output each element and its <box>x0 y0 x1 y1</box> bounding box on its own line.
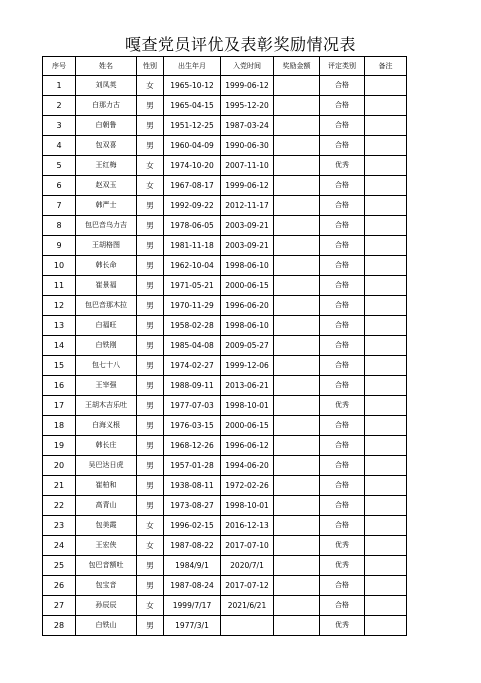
column-header-note[interactable]: 备注 <box>365 57 407 76</box>
cell-gender[interactable]: 男 <box>137 576 164 596</box>
cell-birth[interactable]: 1968-12-26 <box>164 436 221 456</box>
cell-no[interactable]: 10 <box>43 256 76 276</box>
cell-name[interactable]: 白铁刚 <box>76 336 137 356</box>
table-row <box>43 236 407 256</box>
cell-category[interactable]: 优秀 <box>320 536 365 556</box>
cell-name[interactable]: 白福旺 <box>76 316 137 336</box>
table-row <box>43 136 407 156</box>
cell-no[interactable]: 18 <box>43 416 76 436</box>
cell-amount[interactable] <box>274 396 320 416</box>
cell-birth[interactable]: 1996-02-15 <box>164 516 221 536</box>
cell-name[interactable]: 崔景福 <box>76 276 137 296</box>
cell-no[interactable]: 20 <box>43 456 76 476</box>
cell-note[interactable] <box>365 556 407 576</box>
table-row <box>43 96 407 116</box>
cell-birth[interactable]: 1981-11-18 <box>164 236 221 256</box>
column-header-birth[interactable]: 出生年月 <box>164 57 221 76</box>
table-row <box>43 416 407 436</box>
cell-name[interactable]: 包巴音那木拉 <box>76 296 137 316</box>
cell-category[interactable]: 合格 <box>320 196 365 216</box>
header-row <box>43 57 407 76</box>
cell-gender[interactable]: 男 <box>137 456 164 476</box>
cell-category[interactable]: 合格 <box>320 116 365 136</box>
cell-category[interactable]: 合格 <box>320 296 365 316</box>
cell-amount[interactable] <box>274 456 320 476</box>
cell-amount[interactable] <box>274 556 320 576</box>
table-row <box>43 316 407 336</box>
cell-category[interactable]: 合格 <box>320 456 365 476</box>
column-header-amount[interactable]: 奖励金额 <box>274 57 320 76</box>
cell-name[interactable]: 韩长庄 <box>76 436 137 456</box>
cell-category[interactable]: 合格 <box>320 336 365 356</box>
cell-name[interactable]: 韩严士 <box>76 196 137 216</box>
cell-amount[interactable] <box>274 516 320 536</box>
cell-amount[interactable] <box>274 256 320 276</box>
cell-gender[interactable]: 男 <box>137 336 164 356</box>
cell-no[interactable]: 11 <box>43 276 76 296</box>
cell-no[interactable]: 6 <box>43 176 76 196</box>
cell-join[interactable]: 2000-06-15 <box>221 276 274 296</box>
table-row <box>43 176 407 196</box>
cell-birth[interactable]: 1967-08-17 <box>164 176 221 196</box>
cell-category[interactable]: 合格 <box>320 596 365 616</box>
cell-note[interactable] <box>365 96 407 116</box>
cell-note[interactable] <box>365 396 407 416</box>
cell-note[interactable] <box>365 156 407 176</box>
cell-category[interactable]: 合格 <box>320 576 365 596</box>
cell-amount[interactable] <box>274 616 320 636</box>
cell-no[interactable]: 27 <box>43 596 76 616</box>
cell-note[interactable] <box>365 136 407 156</box>
table-row <box>43 296 407 316</box>
cell-amount[interactable] <box>274 96 320 116</box>
cell-no[interactable]: 4 <box>43 136 76 156</box>
table-row <box>43 516 407 536</box>
cell-category[interactable]: 合格 <box>320 376 365 396</box>
cell-category[interactable]: 合格 <box>320 356 365 376</box>
cell-category[interactable]: 合格 <box>320 436 365 456</box>
cell-category[interactable]: 合格 <box>320 76 365 96</box>
cell-join[interactable]: 2007-11-10 <box>221 156 274 176</box>
cell-join[interactable]: 1996-06-12 <box>221 436 274 456</box>
cell-gender[interactable]: 男 <box>137 436 164 456</box>
cell-name[interactable]: 孙辰辰 <box>76 596 137 616</box>
cell-category[interactable]: 合格 <box>320 236 365 256</box>
cell-gender[interactable]: 男 <box>137 296 164 316</box>
column-header-name[interactable]: 姓名 <box>76 57 137 76</box>
cell-amount[interactable] <box>274 176 320 196</box>
cell-no[interactable]: 3 <box>43 116 76 136</box>
column-header-gender[interactable]: 性别 <box>137 57 164 76</box>
cell-join[interactable]: 1999-12-06 <box>221 356 274 376</box>
cell-join[interactable]: 2017-07-12 <box>221 576 274 596</box>
table-row <box>43 496 407 516</box>
table-body <box>43 76 407 636</box>
cell-name[interactable]: 王宏侠 <box>76 536 137 556</box>
cell-gender[interactable]: 男 <box>137 136 164 156</box>
cell-note[interactable] <box>365 536 407 556</box>
cell-category[interactable]: 优秀 <box>320 156 365 176</box>
cell-category[interactable]: 合格 <box>320 516 365 536</box>
table-row <box>43 356 407 376</box>
cell-note[interactable] <box>365 596 407 616</box>
cell-note[interactable] <box>365 496 407 516</box>
cell-name[interactable]: 包巴音额吐 <box>76 556 137 576</box>
page-title: 嘎查党员评优及表彰奖励情况表 <box>124 35 356 54</box>
cell-note[interactable] <box>365 616 407 636</box>
table-row <box>43 276 407 296</box>
cell-join[interactable]: 1999-06-12 <box>221 76 274 96</box>
cell-name[interactable]: 白铁山 <box>76 616 137 636</box>
cell-name[interactable]: 包宝音 <box>76 576 137 596</box>
cell-name[interactable]: 白朝鲁 <box>76 116 137 136</box>
table-row <box>43 396 407 416</box>
cell-category[interactable]: 优秀 <box>320 396 365 416</box>
cell-gender[interactable]: 女 <box>137 176 164 196</box>
cell-birth[interactable]: 1976-03-15 <box>164 416 221 436</box>
cell-no[interactable]: 15 <box>43 356 76 376</box>
cell-amount[interactable] <box>274 276 320 296</box>
cell-join[interactable]: 1998-06-10 <box>221 256 274 276</box>
cell-gender[interactable]: 男 <box>137 356 164 376</box>
cell-gender[interactable]: 女 <box>137 156 164 176</box>
cell-no[interactable]: 17 <box>43 396 76 416</box>
cell-note[interactable] <box>365 436 407 456</box>
cell-join[interactable]: 2021/6/21 <box>221 596 274 616</box>
cell-gender[interactable]: 男 <box>137 196 164 216</box>
table-row <box>43 436 407 456</box>
cell-amount[interactable] <box>274 236 320 256</box>
cell-note[interactable] <box>365 176 407 196</box>
cell-amount[interactable] <box>274 476 320 496</box>
cell-gender[interactable]: 男 <box>137 616 164 636</box>
cell-birth[interactable]: 1973-08-27 <box>164 496 221 516</box>
cell-gender[interactable]: 男 <box>137 496 164 516</box>
cell-category[interactable]: 优秀 <box>320 616 365 636</box>
cell-name[interactable]: 王红梅 <box>76 156 137 176</box>
cell-amount[interactable] <box>274 116 320 136</box>
cell-category[interactable]: 合格 <box>320 176 365 196</box>
cell-birth[interactable]: 1962-10-04 <box>164 256 221 276</box>
cell-join[interactable]: 2009-05-27 <box>221 336 274 356</box>
cell-no[interactable]: 12 <box>43 296 76 316</box>
cell-amount[interactable] <box>274 156 320 176</box>
cell-gender[interactable]: 男 <box>137 116 164 136</box>
cell-note[interactable] <box>365 216 407 236</box>
cell-name[interactable]: 刘凤英 <box>76 76 137 96</box>
cell-gender[interactable]: 女 <box>137 76 164 96</box>
cell-birth[interactable]: 1977/3/1 <box>164 616 221 636</box>
cell-note[interactable] <box>365 356 407 376</box>
cell-note[interactable] <box>365 476 407 496</box>
column-header-no[interactable]: 序号 <box>43 57 76 76</box>
cell-gender[interactable]: 男 <box>137 256 164 276</box>
cell-gender[interactable]: 男 <box>137 236 164 256</box>
cell-category[interactable]: 合格 <box>320 256 365 276</box>
cell-gender[interactable]: 男 <box>137 556 164 576</box>
cell-no[interactable]: 24 <box>43 536 76 556</box>
table-row <box>43 556 407 576</box>
cell-birth[interactable]: 1938-08-11 <box>164 476 221 496</box>
cell-note[interactable] <box>365 236 407 256</box>
cell-birth[interactable]: 1992-09-22 <box>164 196 221 216</box>
cell-join[interactable]: 1990-06-30 <box>221 136 274 156</box>
cell-join[interactable]: 1999-06-12 <box>221 176 274 196</box>
table-row <box>43 336 407 356</box>
cell-birth[interactable]: 1974-10-20 <box>164 156 221 176</box>
cell-no[interactable]: 14 <box>43 336 76 356</box>
cell-name[interactable]: 崔柏和 <box>76 476 137 496</box>
cell-join[interactable]: 1995-12-20 <box>221 96 274 116</box>
table-row <box>43 196 407 216</box>
cell-amount[interactable] <box>274 336 320 356</box>
cell-category[interactable]: 合格 <box>320 276 365 296</box>
table-row <box>43 376 407 396</box>
cell-note[interactable] <box>365 116 407 136</box>
cell-join[interactable]: 2017-07-10 <box>221 536 274 556</box>
cell-gender[interactable]: 男 <box>137 276 164 296</box>
cell-amount[interactable] <box>274 496 320 516</box>
table-row <box>43 596 407 616</box>
cell-gender[interactable]: 男 <box>137 216 164 236</box>
cell-join[interactable]: 1998-10-01 <box>221 396 274 416</box>
cell-birth[interactable]: 1999/7/17 <box>164 596 221 616</box>
table-row <box>43 576 407 596</box>
cell-amount[interactable] <box>274 136 320 156</box>
cell-birth[interactable]: 1987-08-24 <box>164 576 221 596</box>
cell-no[interactable]: 8 <box>43 216 76 236</box>
cell-birth[interactable]: 1974-02-27 <box>164 356 221 376</box>
cell-amount[interactable] <box>274 316 320 336</box>
table-row <box>43 256 407 276</box>
table-row <box>43 536 407 556</box>
column-header-join[interactable]: 入党时间 <box>221 57 274 76</box>
cell-join[interactable]: 2016-12-13 <box>221 516 274 536</box>
table-row <box>43 476 407 496</box>
cell-amount[interactable] <box>274 416 320 436</box>
cell-gender[interactable]: 女 <box>137 596 164 616</box>
honors-table <box>42 56 407 636</box>
table-row <box>43 216 407 236</box>
cell-gender[interactable]: 男 <box>137 96 164 116</box>
cell-category[interactable]: 合格 <box>320 136 365 156</box>
cell-note[interactable] <box>365 296 407 316</box>
cell-name[interactable]: 韩长命 <box>76 256 137 276</box>
cell-no[interactable]: 22 <box>43 496 76 516</box>
cell-birth[interactable]: 1971-05-21 <box>164 276 221 296</box>
cell-category[interactable]: 合格 <box>320 416 365 436</box>
cell-note[interactable] <box>365 76 407 96</box>
cell-join[interactable]: 1996-06-20 <box>221 296 274 316</box>
cell-join[interactable] <box>221 616 274 636</box>
cell-amount[interactable] <box>274 536 320 556</box>
cell-gender[interactable]: 男 <box>137 316 164 336</box>
cell-amount[interactable] <box>274 356 320 376</box>
cell-name[interactable]: 包巴音乌力吉 <box>76 216 137 236</box>
cell-note[interactable] <box>365 276 407 296</box>
cell-birth[interactable]: 1960-04-09 <box>164 136 221 156</box>
cell-join[interactable]: 1972-02-26 <box>221 476 274 496</box>
cell-no[interactable]: 2 <box>43 96 76 116</box>
cell-birth[interactable]: 1978-06-05 <box>164 216 221 236</box>
cell-birth[interactable]: 1957-01-28 <box>164 456 221 476</box>
cell-note[interactable] <box>365 256 407 276</box>
cell-amount[interactable] <box>274 196 320 216</box>
cell-join[interactable]: 2003-09-21 <box>221 236 274 256</box>
cell-category[interactable]: 合格 <box>320 496 365 516</box>
cell-note[interactable] <box>365 516 407 536</box>
cell-name[interactable]: 王宰强 <box>76 376 137 396</box>
cell-no[interactable]: 13 <box>43 316 76 336</box>
cell-birth[interactable]: 1970-11-29 <box>164 296 221 316</box>
table-row <box>43 116 407 136</box>
cell-gender[interactable]: 男 <box>137 396 164 416</box>
cell-birth[interactable]: 1977-07-03 <box>164 396 221 416</box>
cell-amount[interactable] <box>274 216 320 236</box>
cell-name[interactable]: 高青山 <box>76 496 137 516</box>
cell-gender[interactable]: 男 <box>137 416 164 436</box>
table-row <box>43 616 407 636</box>
cell-category[interactable]: 合格 <box>320 216 365 236</box>
cell-join[interactable]: 1998-06-10 <box>221 316 274 336</box>
cell-category[interactable]: 合格 <box>320 476 365 496</box>
cell-amount[interactable] <box>274 376 320 396</box>
cell-no[interactable]: 1 <box>43 76 76 96</box>
cell-join[interactable]: 1987-03-24 <box>221 116 274 136</box>
cell-note[interactable] <box>365 416 407 436</box>
cell-note[interactable] <box>365 576 407 596</box>
cell-birth[interactable]: 1951-12-25 <box>164 116 221 136</box>
cell-join[interactable]: 2013-06-21 <box>221 376 274 396</box>
cell-name[interactable]: 王胡格图 <box>76 236 137 256</box>
cell-note[interactable] <box>365 196 407 216</box>
cell-join[interactable]: 2003-09-21 <box>221 216 274 236</box>
cell-category[interactable]: 优秀 <box>320 556 365 576</box>
cell-amount[interactable] <box>274 596 320 616</box>
cell-note[interactable] <box>365 456 407 476</box>
cell-name[interactable]: 包七十八 <box>76 356 137 376</box>
cell-amount[interactable] <box>274 296 320 316</box>
cell-amount[interactable] <box>274 76 320 96</box>
cell-amount[interactable] <box>274 576 320 596</box>
cell-birth[interactable]: 1965-10-12 <box>164 76 221 96</box>
cell-gender[interactable]: 男 <box>137 476 164 496</box>
table-row <box>43 76 407 96</box>
cell-birth[interactable]: 1958-02-28 <box>164 316 221 336</box>
cell-name[interactable]: 白海义根 <box>76 416 137 436</box>
cell-note[interactable] <box>365 316 407 336</box>
cell-note[interactable] <box>365 336 407 356</box>
cell-birth[interactable]: 1988-09-11 <box>164 376 221 396</box>
cell-no[interactable]: 25 <box>43 556 76 576</box>
cell-name[interactable]: 王胡木吉乐吐 <box>76 396 137 416</box>
cell-name[interactable]: 赵双玉 <box>76 176 137 196</box>
table-row <box>43 156 407 176</box>
cell-no[interactable]: 21 <box>43 476 76 496</box>
cell-note[interactable] <box>365 376 407 396</box>
cell-name[interactable]: 包美霞 <box>76 516 137 536</box>
cell-join[interactable]: 2012-11-17 <box>221 196 274 216</box>
cell-name[interactable]: 包双喜 <box>76 136 137 156</box>
cell-join[interactable]: 2000-06-15 <box>221 416 274 436</box>
cell-join[interactable]: 1998-10-01 <box>221 496 274 516</box>
cell-birth[interactable]: 1987-08-22 <box>164 536 221 556</box>
cell-category[interactable]: 合格 <box>320 96 365 116</box>
column-header-category[interactable]: 评定类别 <box>320 57 365 76</box>
cell-no[interactable]: 5 <box>43 156 76 176</box>
table-row <box>43 456 407 476</box>
cell-amount[interactable] <box>274 436 320 456</box>
cell-birth[interactable]: 1985-04-08 <box>164 336 221 356</box>
cell-no[interactable]: 19 <box>43 436 76 456</box>
cell-no[interactable]: 26 <box>43 576 76 596</box>
cell-birth[interactable]: 1965-04-15 <box>164 96 221 116</box>
cell-no[interactable]: 16 <box>43 376 76 396</box>
cell-join[interactable]: 1994-06-20 <box>221 456 274 476</box>
cell-no[interactable]: 28 <box>43 616 76 636</box>
cell-no[interactable]: 23 <box>43 516 76 536</box>
cell-gender[interactable]: 女 <box>137 536 164 556</box>
cell-category[interactable]: 合格 <box>320 316 365 336</box>
cell-name[interactable]: 白那力古 <box>76 96 137 116</box>
table-header <box>43 57 407 76</box>
cell-join[interactable]: 2020/7/1 <box>221 556 274 576</box>
cell-birth[interactable]: 1984/9/1 <box>164 556 221 576</box>
cell-name[interactable]: 吴巴达日虎 <box>76 456 137 476</box>
cell-no[interactable]: 7 <box>43 196 76 216</box>
cell-no[interactable]: 9 <box>43 236 76 256</box>
cell-gender[interactable]: 女 <box>137 516 164 536</box>
cell-gender[interactable]: 男 <box>137 376 164 396</box>
